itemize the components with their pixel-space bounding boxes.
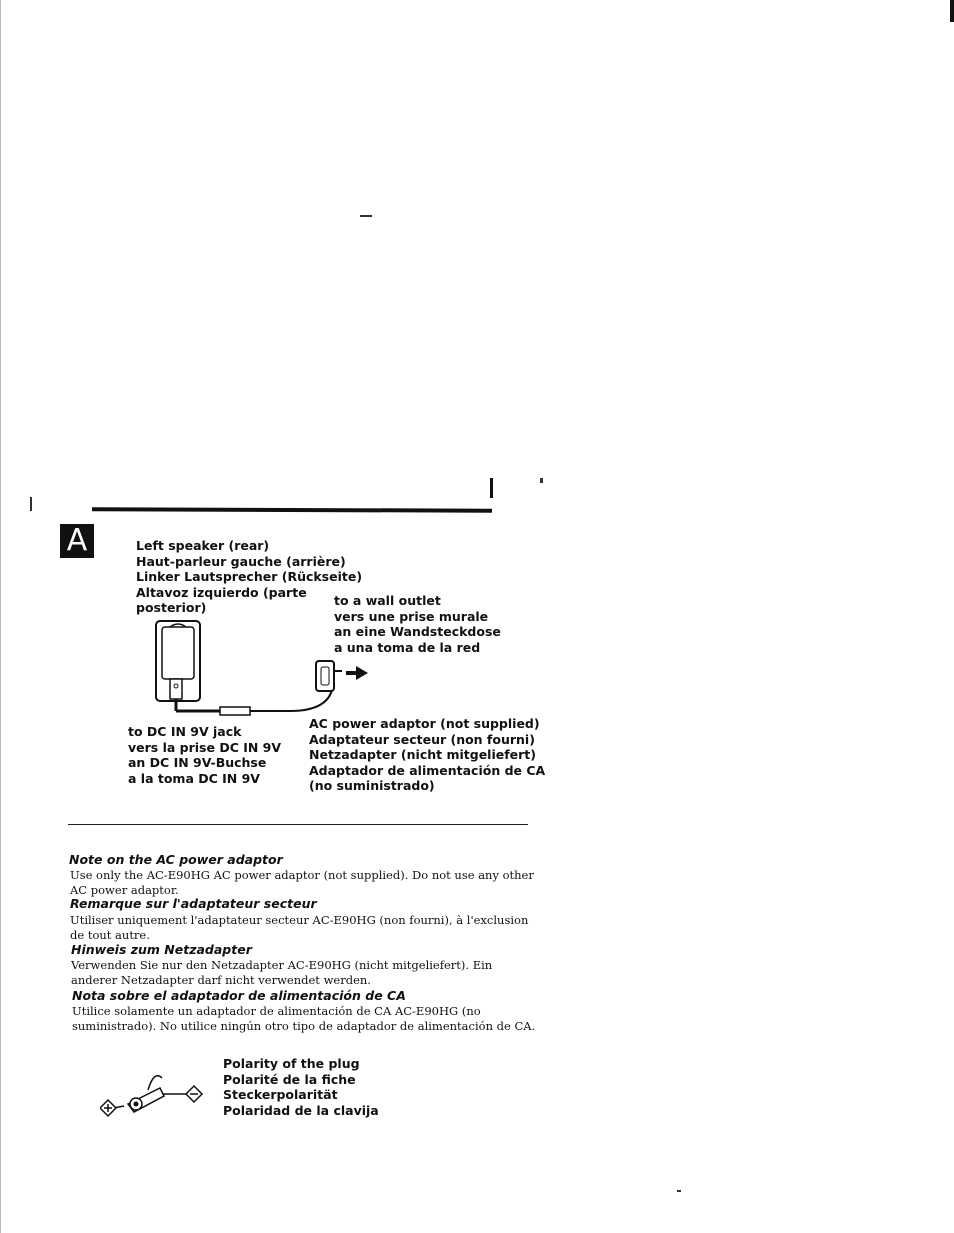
label-line: vers une prise murale xyxy=(334,608,489,624)
scan-mark xyxy=(0,0,1,1233)
note-body-fr: Utiliser uniquement l'adaptateur secteur AC-E90HG (non fourni), à l'exclusion de tout autre. xyxy=(70,913,529,942)
ac-adaptor-icon xyxy=(316,661,342,691)
ac-adaptor-label xyxy=(309,716,545,794)
wall-outlet-label xyxy=(334,593,501,655)
label-line: (no suministrado) xyxy=(309,778,435,793)
note-body-de: Verwenden Sie nur den Netzadapter AC-E90HG (nicht mitgeliefert). Ein anderer Netzadapter darf nicht verwendet werden. xyxy=(71,958,493,987)
label-line: to DC IN 9V jack xyxy=(128,724,242,739)
plus-terminal-icon xyxy=(100,1100,116,1116)
label-line: Adaptateur secteur (non fourni) xyxy=(309,731,535,747)
label-line: Adaptador de alimentación de CA xyxy=(309,762,546,778)
label-line: Polarity of the plug xyxy=(223,1056,360,1071)
note-heading-fr: Remarque sur l'adaptateur secteur xyxy=(70,896,317,911)
label-line: Polarité de la fiche xyxy=(223,1071,356,1087)
arrow-right-icon xyxy=(346,666,368,680)
scan-mark xyxy=(540,478,543,483)
note-body-es: Utilice solamente un adaptador de alimentación de CA AC-E90HG (no suministrado). No utilice ningún otro tipo de adaptador de alimentación de CA. xyxy=(72,1004,536,1033)
label-line: an DC IN 9V-Buchse xyxy=(128,755,267,770)
dc-in-label xyxy=(128,724,281,786)
speaker-rear-icon xyxy=(156,621,220,711)
plug-polarity-diagram xyxy=(100,1064,210,1120)
label-line: Left speaker (rear) xyxy=(136,538,270,553)
scan-mark xyxy=(30,497,32,511)
label-line: Netzadapter (nicht mitgeliefert) xyxy=(309,747,536,762)
label-line: a una toma de la red xyxy=(334,639,481,655)
plug-icon xyxy=(220,707,290,715)
plug-barrel-icon xyxy=(114,1076,186,1112)
note-heading-es: Nota sobre el adaptador de alimentación de CA xyxy=(72,988,406,1003)
scan-mark xyxy=(490,478,493,498)
label-line: posterior) xyxy=(136,600,207,615)
label-line: Altavoz izquierdo (parte xyxy=(136,584,307,600)
divider xyxy=(68,824,528,825)
label-line: Haut-parleur gauche (arrière) xyxy=(136,553,346,569)
label-line: Steckerpolarität xyxy=(223,1087,338,1102)
scan-mark xyxy=(677,1190,681,1192)
label-line: a la toma DC IN 9V xyxy=(128,770,260,786)
label-line: Linker Lautsprecher (Rückseite) xyxy=(136,569,363,584)
scan-mark xyxy=(950,0,954,22)
left-speaker-label xyxy=(136,538,362,616)
note-heading-en: Note on the AC power adaptor xyxy=(69,852,283,867)
section-rule xyxy=(92,507,492,512)
note-heading-de: Hinweis zum Netzadapter xyxy=(71,942,252,957)
polarity-label xyxy=(223,1056,379,1118)
label-line: Polaridad de la clavija xyxy=(223,1102,379,1118)
label-line: AC power adaptor (not supplied) xyxy=(309,716,540,731)
figure-badge: A xyxy=(60,524,94,558)
note-body-en: Use only the AC-E90HG AC power adaptor (not supplied). Do not use any other AC power adaptor. xyxy=(70,868,534,897)
label-line: vers la prise DC IN 9V xyxy=(128,739,282,755)
label-line: an eine Wandsteckdose xyxy=(334,624,501,639)
minus-terminal-icon xyxy=(186,1086,202,1102)
label-line: to a wall outlet xyxy=(334,593,441,608)
scan-mark xyxy=(360,215,372,217)
